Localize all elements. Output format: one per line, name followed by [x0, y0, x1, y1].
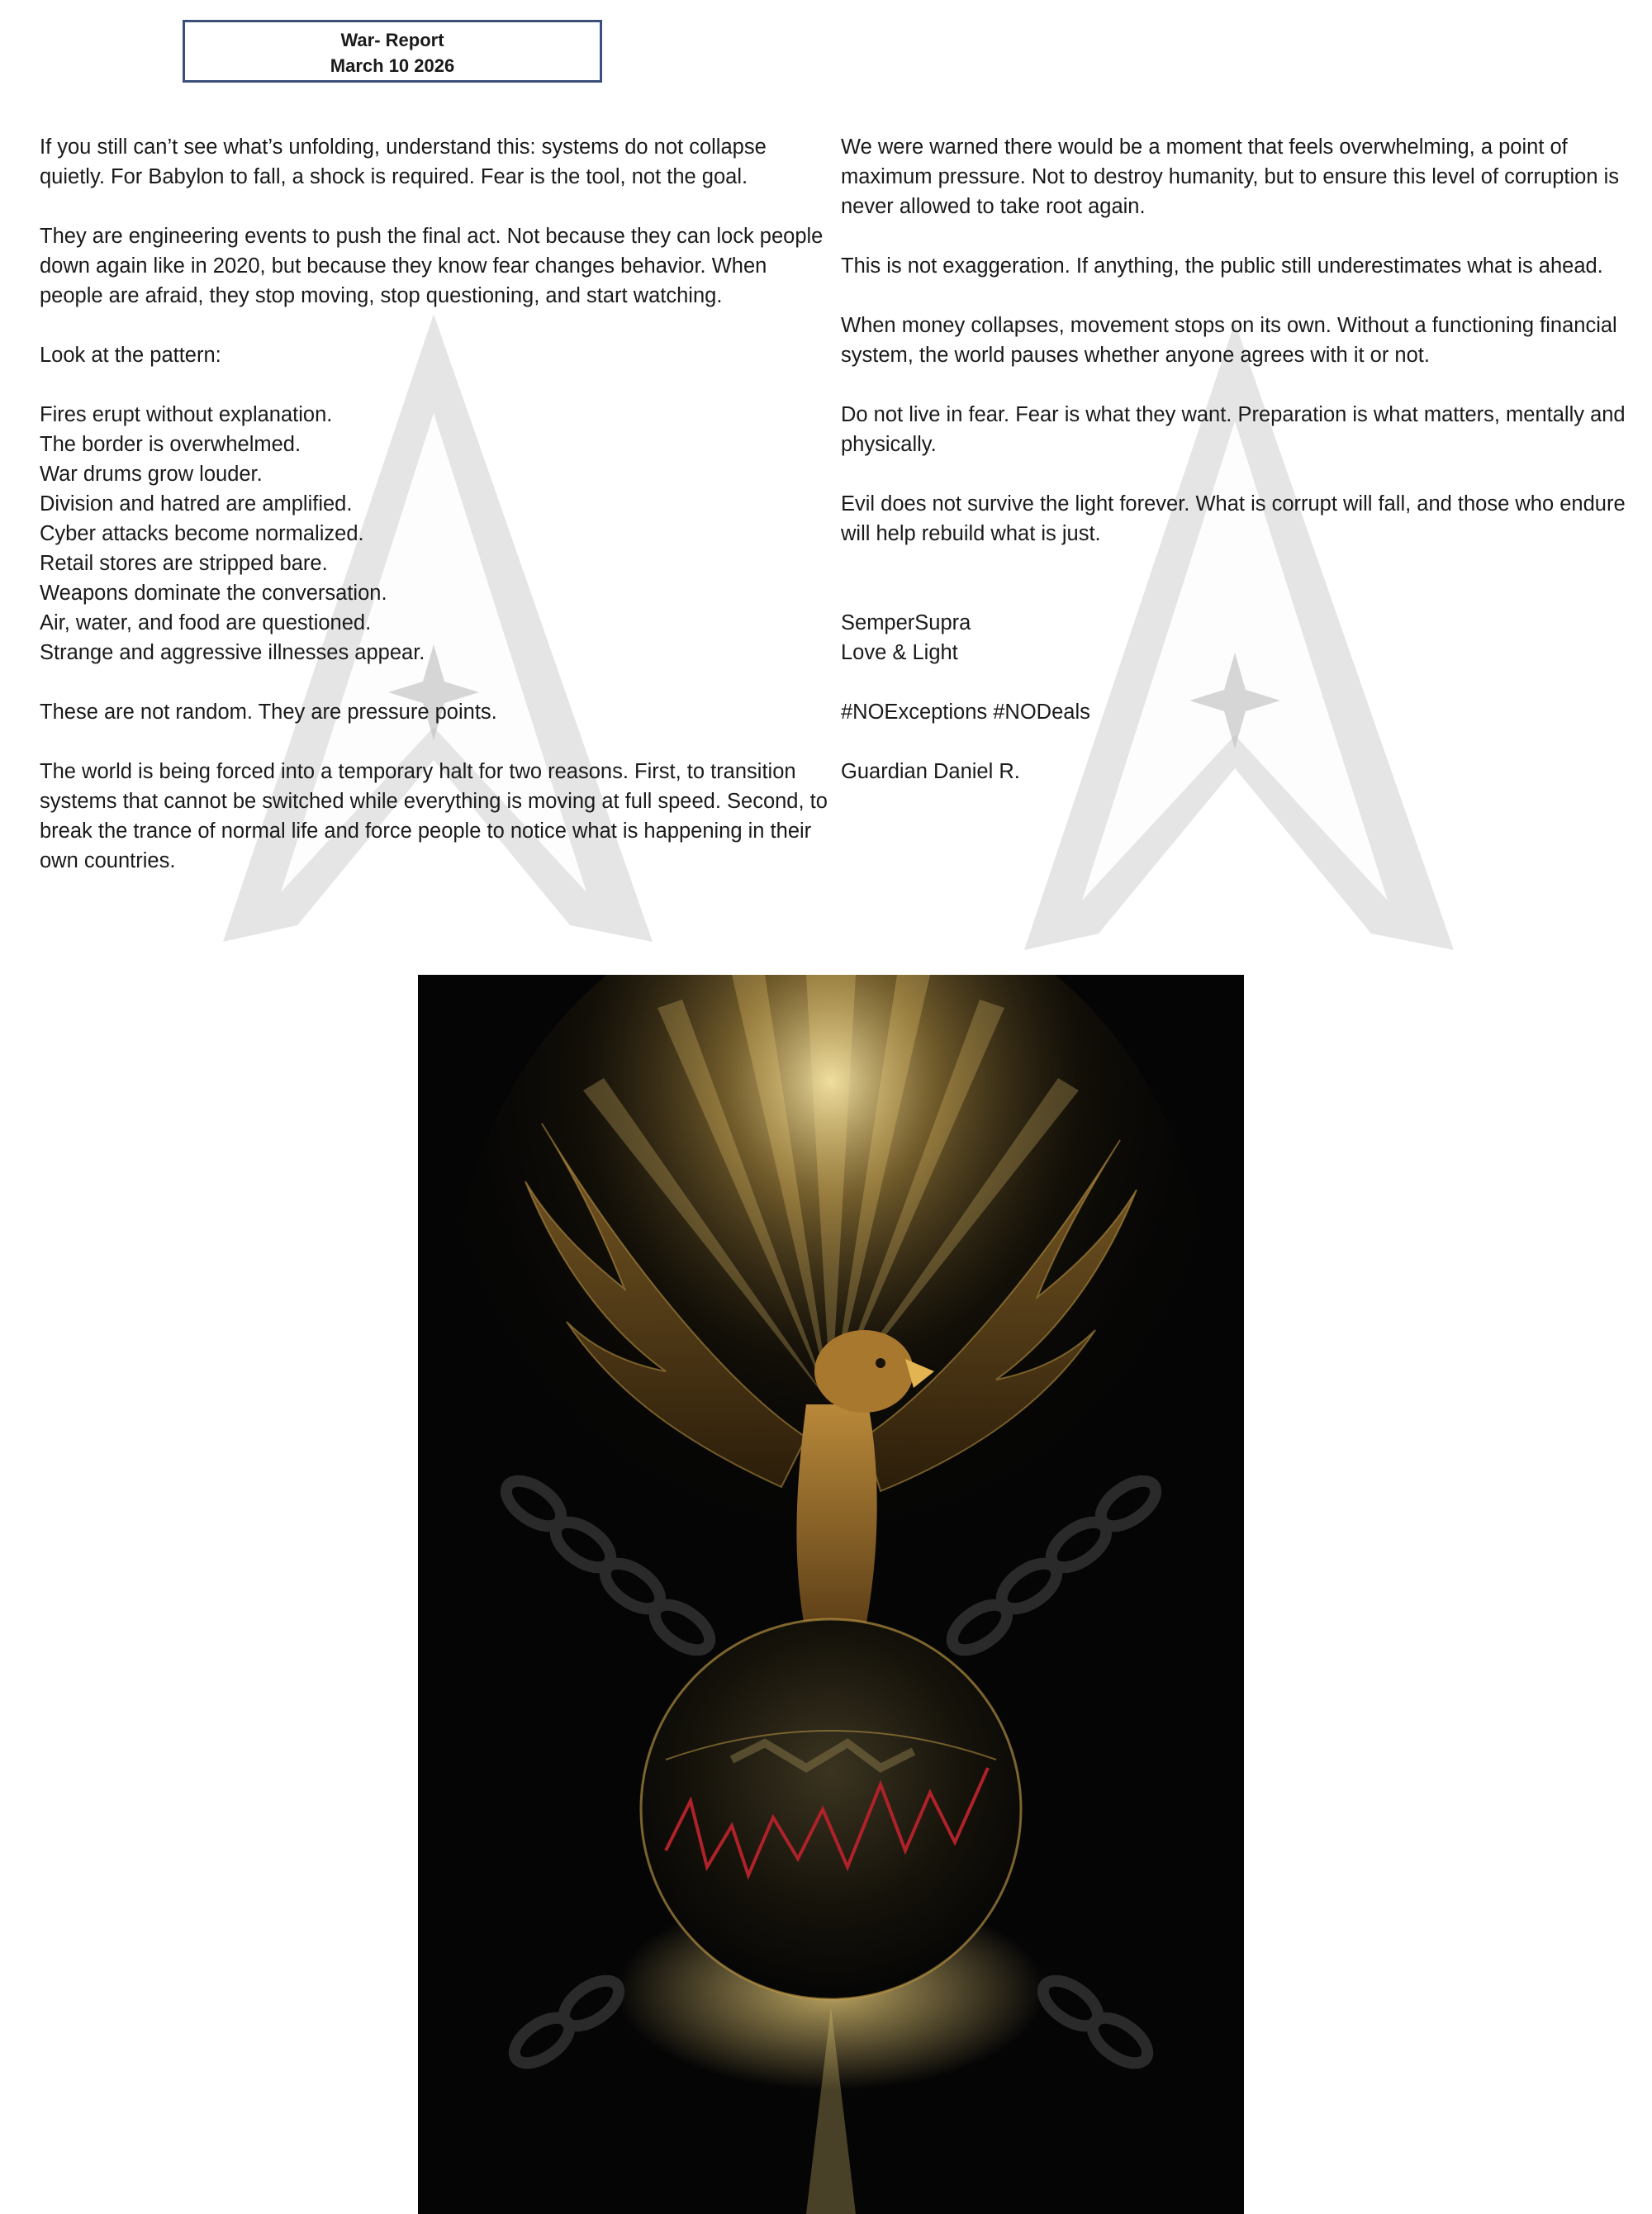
pattern-item: Retail stores are stripped bare. — [40, 552, 328, 575]
pattern-item: Cyber attacks become normalized. — [40, 522, 364, 545]
report-date: March 10 2026 — [330, 55, 455, 76]
pattern-item: The border is overwhelmed. — [40, 433, 301, 456]
left-paragraph-3: Look at the pattern: — [40, 344, 221, 367]
right-paragraph-3: When money collapses, movement stops on its own. Without a functioning financial system, the world pauses whether anyone agrees with it or not. — [841, 314, 1617, 367]
left-paragraph-1: If you still can’t see what’s unfolding, understand this: systems do not collapse quietly. For Babylon to fall, a shock is required. Fear is the tool, not the goal. — [40, 135, 767, 188]
left-paragraph-4: These are not random. They are pressure points. — [40, 701, 497, 724]
pattern-item: War drums grow louder. — [40, 463, 263, 486]
left-paragraph-5: The world is being forced into a temporary halt for two reasons. First, to transition systems that cannot be switched while everything is moving at full speed. Second, to break the trance of normal life and force people to notice what is happening in their own countries. — [40, 760, 828, 872]
eagle-globe-illustration — [418, 975, 1244, 2214]
pattern-item: Air, water, and food are questioned. — [40, 611, 372, 634]
pattern-item: Division and hatred are amplified. — [40, 492, 353, 515]
pattern-item: Strange and aggressive illnesses appear. — [40, 641, 425, 664]
right-paragraph-5: Evil does not survive the light forever. What is corrupt will fall, and those who endure will help rebuild what is just. — [841, 492, 1626, 545]
author-name: Guardian Daniel R. — [841, 760, 1020, 783]
pattern-item: Weapons dominate the conversation. — [40, 582, 387, 605]
left-paragraph-2: They are engineering events to push the final act. Not because they can lock people down again like in 2020, but because they know fear changes behavior. When people are afraid, they stop moving, stop questioning, and start watching. — [40, 225, 824, 307]
right-paragraph-1: We were warned there would be a moment that feels overwhelming, a point of maximum pressure. Not to destroy humanity, but to ensure this level of corruption is never allowed to take root again. — [841, 135, 1620, 218]
signature-line: Love & Light — [841, 641, 958, 664]
pattern-item: Fires erupt without explanation. — [40, 403, 333, 426]
report-title-box — [183, 20, 602, 83]
hashtags: #NOExceptions #NODeals — [841, 701, 1090, 724]
right-column — [841, 132, 1634, 816]
right-paragraph-2: This is not exaggeration. If anything, the public still underestimates what is ahead. — [841, 254, 1603, 278]
left-column — [40, 132, 833, 905]
signature-line: SemperSupra — [841, 611, 971, 634]
right-paragraph-4: Do not live in fear. Fear is what they want. Preparation is what matters, mentally and physically. — [841, 403, 1626, 456]
eagle-globe-artwork — [418, 975, 1244, 2214]
report-title: War- Report — [340, 30, 444, 50]
